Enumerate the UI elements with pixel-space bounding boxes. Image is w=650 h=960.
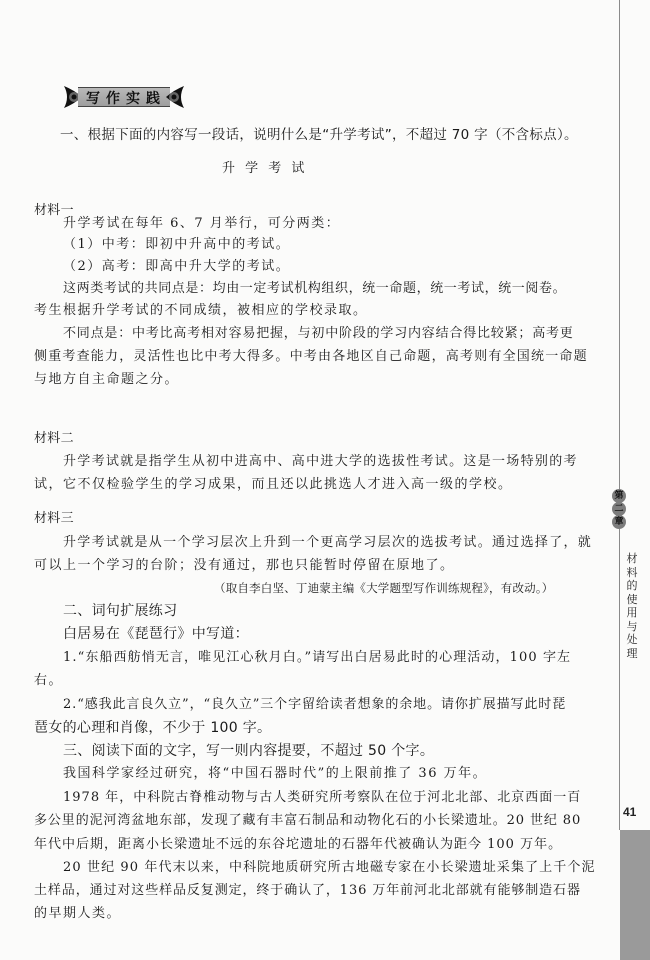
task3-line: 20 世纪 90 年代末以来，中科院地质研究所古地磁专家在小长梁遗址采集了上千个泥 [63,860,596,875]
task1-prompt: 一、根据下面的内容写一段话，说明什么是“升学考试”，不超过 70 字（不含标点）。 [60,127,578,143]
chapter-char-badge: 二 [612,502,626,516]
task3-line: 1978 年，中科院古脊椎动物与古人类研究所考察队在位于河北北部、北京西面一百 [63,790,582,805]
material-1-label: 材料一 [34,203,74,218]
chapter-title-char: 理 [626,646,638,660]
material-3-line: 可以上一个学习的台阶；没有通过，那也只能暂时停留在原地了。 [34,558,455,573]
material-3-line: 升学考试就是从一个学习层次上升到一个更高学习层次的选拔考试。通过选择了，就 [63,535,593,550]
section-banner [62,84,186,110]
material-1-line: 与地方自主命题之分。 [34,372,180,387]
chapter-title-char: 用 [626,606,638,619]
material-1-line: 升学考试在每年 6、7 月举行，可分两类： [63,216,341,231]
page-number: 41 [623,805,637,819]
chapter-char-badge: 章 [612,515,626,529]
chapter-title-char: 与 [626,619,638,633]
banner-label: 写作实践 [86,91,166,107]
task2-line: 2.“感我此言良久立”，“良久立”三个字留给读者想象的余地。请你扩展描写此时琵 [63,697,567,712]
material-1-line: 考生根据升学考试的不同成绩，被相应的学校录取。 [34,303,368,318]
material-1-line: 不同点是：中考比高考相对容易把握，与初中阶段的学习内容结合得比较紧；高考更 [63,326,574,341]
source-citation: （取自李白坚、丁迪蒙主编《大学题型写作训练规程》，有改动。） [214,581,554,595]
chapter-title-char: 处 [626,633,638,646]
task3-heading: 三、阅读下面的文字，写一则内容提要，不超过 50 个字。 [63,743,435,759]
margin-rule [619,0,620,830]
task1-title: 升 学 考 试 [222,161,308,176]
task2-line: 右。 [34,673,64,688]
task3-line: 的早期人类。 [34,906,122,921]
chapter-char-badge: 第 [612,489,626,503]
chapter-title-char: 使 [626,592,638,606]
task3-line: 年代中后期，距离小长梁遗址不远的东谷坨遗址的石器年代被确认为距今 100 万年。 [34,837,563,852]
ornament-right-icon [164,84,186,110]
chapter-title-char: 材 [626,552,638,565]
material-2-line: 试，它不仅检验学生的学习成果，而且还以此挑选人才进入高一级的学校。 [34,477,513,492]
material-1-line: （2）高考：即高中升大学的考试。 [63,259,291,274]
task2-line: 琶女的心理和肖像，不少于 100 字。 [34,720,272,736]
chapter-title-vertical [625,552,639,660]
task3-line: 多公里的泥河湾盆地东部，发现了藏有丰富石制品和动物化石的小长梁遗址。20 世纪 80 [34,813,582,828]
chapter-title-char: 的 [626,579,638,592]
task3-line: 土样品，通过对这些样品反复测定，终于确认了，136 万年前河北北部就有能够制造石器 [34,883,581,898]
chapter-title-char: 料 [626,565,638,579]
material-1-line: 侧重考查能力，灵活性也比中考大得多。中考由各地区自己命题，高考则有全国统一命题 [34,349,588,364]
chapter-title-text [625,552,639,660]
task3-line: 我国科学家经过研究，将“中国石器时代”的上限前推了 36 万年。 [63,766,488,781]
task2-line: 1.“东船西舫悄无言，唯见江心秋月白。”请写出白居易此时的心理活动，100 字左 [63,650,572,665]
material-1-line: 这两类考试的共同点是：均由一定考试机构组织，统一命题，统一考试，统一阅卷。 [63,281,567,296]
task2-heading: 二、词句扩展练习 [63,603,178,619]
material-2-label: 材料二 [34,431,74,446]
material-2-line: 升学考试就是指学生从初中进高中、高中进大学的选拔性考试。这是一场特别的考 [63,454,578,469]
material-1-line: （1）中考：即初中升高中的考试。 [63,237,291,252]
material-3-label: 材料三 [34,511,74,526]
page-edge-tab [620,830,650,960]
task2-intro: 白居易在《琵琶行》中写道： [63,626,249,642]
